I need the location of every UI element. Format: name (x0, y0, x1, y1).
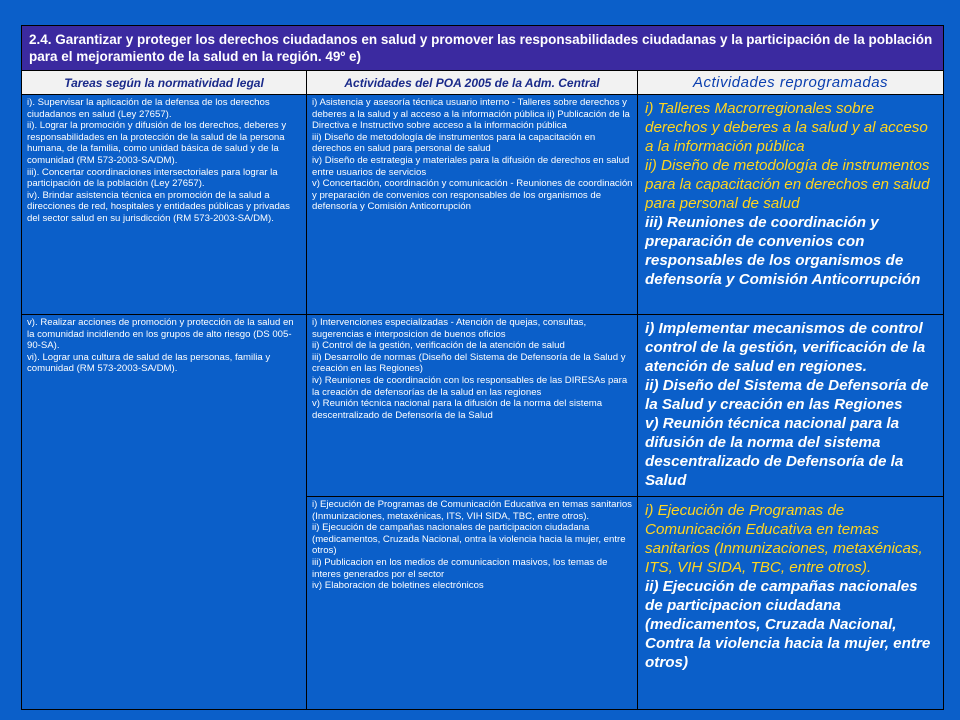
row3-actividad-2: ii) Ejecución de campañas nacionales de participacion ciudadana (medicamentos, Cruzada Nacional, ontra la violencia hacia la mujer, entre otros) (312, 522, 626, 557)
row2-tarea-1: v). Realizar acciones de promoción y protección de la salud en la comunidad incidiendo en los grupos de alto riesgo (DS 005-90-SA). (27, 317, 294, 352)
row3-actividad-4: iv) Elaboracion de boletines electrónicos (312, 580, 484, 592)
header-tareas: Tareas según la normatividad legal (22, 71, 307, 95)
row3-actividad-3: iii) Publicacion en los medios de comunicacion masivos, los temas de interes generados por el sector (312, 556, 608, 580)
header-actividades-poa: Actividades del POA 2005 de la Adm. Central (307, 71, 638, 95)
row2-tarea-2: vi). Lograr una cultura de salud de las personas, familia y comunidad (RM 573-2003-SA/DM). (27, 351, 271, 375)
row1-reprog-1: i) Talleres Macrorregionales sobre derechos y deberes a la salud y al acceso a la información pública (645, 100, 928, 155)
row1-tarea-1: i). Supervisar la aplicación de la defensa de los derechos ciudadanos en salud (Ley 27657). (27, 97, 270, 120)
row2-actividades-cell (307, 315, 638, 497)
table-title: 2.4. Garantizar y proteger los derechos ciudadanos en salud y promover las responsabilidades ciudadanas y la participación de la población para el mejoramiento de la salud en la región. 49º e) (22, 26, 944, 71)
row3-reprog-1: i) Ejecución de Programas de Comunicación Educativa en temas sanitarios (Inmunizaciones, metaxénicas, ITS, VIH SIDA, TBC, entre otros). (645, 502, 923, 576)
row1-actividad-4: v) Concertación, coordinación y comunicación - Reuniones de coordinación y preparación de convenios con responsables de los organismos de defensoría y Comisión Anticorrupción (312, 178, 633, 213)
row2-reprogramadas-cell (638, 315, 944, 497)
row2-actividad-3: iii) Desarrollo de normas (Diseño del Sistema de Defensoría de la Salud y creación en las Regiones) (312, 351, 626, 375)
row1-actividad-3: iv) Diseño de estrategia y materiales para la difusión de derechos en salud entre usuarios de servicios (312, 154, 630, 178)
row3-actividades-cell (307, 497, 638, 710)
row2-reprog-3: v) Reunión técnica nacional para la difusión de la norma del sistema descentralizado de Defensoría de la Salud (645, 415, 904, 489)
row2-actividad-5: v) Reunión técnica nacional para la difusión de la norma del sistema descentralizado de Defensoría de la Salud (312, 398, 603, 421)
row2-actividad-1: i) Intervenciones especializadas - Atención de quejas, consultas, sugerencias e interposicion de buenos oficios (312, 317, 587, 340)
row1-tareas-cell (22, 95, 307, 315)
header-actividades-reprogramadas: Actividades reprogramadas (638, 71, 944, 95)
row1-tarea-2: ii). Lograr la promoción y difusión de los derechos, deberes y responsabilidades en la protección de la salud de la persona humana, de la familia, como unidad básica de salud y de la comunidad (RM 573-2003-SA/DM). (27, 120, 287, 166)
row2-actividad-2: ii) Control de la gestión, verificación de la atención de salud (312, 340, 565, 352)
objectives-table (21, 25, 944, 710)
row1-tarea-4: iv). Brindar asistencia técnica en promoción de la salud a direcciones de red, hospitales y entidades públicas y privadas del sector salud en su jurisdicción (RM 573-2003-SA/DM). (27, 189, 290, 224)
row1-tarea-3: iii). Concertar coordinaciones intersectoriales para lograr la participación de la población (Ley 27657). (27, 166, 278, 190)
row1-reprog-2: ii) Diseño de metodología de instrumentos para la capacitación en derechos en salud para personal de salud (645, 157, 930, 212)
row1-actividades-cell (307, 95, 638, 315)
row2-reprog-1: i) Implementar mecanismos de control control de la gestión, verificación de la atención de salud en regiones. (645, 320, 926, 375)
row2-actividad-4: iv) Reuniones de coordinación con los responsables de las DIRESAs para la creación de defensorías de la salud en las regiones (312, 374, 628, 398)
row1-reprogramadas-cell (638, 95, 944, 315)
row1-actividad-2: iii) Diseño de metodología de instrumentos para la capacitación en derechos en salud para personal de salud (312, 131, 596, 155)
row3-actividad-1: i) Ejecución de Programas de Comunicación Educativa en temas sanitarios (Inmunizaciones, metaxénicas, ITS, VIH SIDA, TBC, entre otros). (312, 499, 632, 522)
row2-tareas-cell (22, 315, 307, 710)
row1-reprog-3: iii) Reuniones de coordinación y preparación de convenios con responsables de los organismos de defensoría y Comisión Anticorrupción (645, 214, 921, 288)
row1-actividad-1: i) Asistencia y asesoría técnica usuario interno - Talleres sobre derechos y deberes a la salud y al acceso a la información pública ii) Publicación de la Directiva e Instructivo sobre acceso a la información pública (312, 97, 630, 132)
row2-reprog-2: ii) Diseño del Sistema de Defensoría de la Salud y creación en las Regiones (645, 377, 929, 413)
row3-reprogramadas-cell (638, 497, 944, 710)
row3-reprog-2: ii) Ejecución de campañas nacionales de participacion ciudadana (medicamentos, Cruzada Nacional, Contra la violencia hacia la mujer, entre otros) (645, 578, 931, 671)
